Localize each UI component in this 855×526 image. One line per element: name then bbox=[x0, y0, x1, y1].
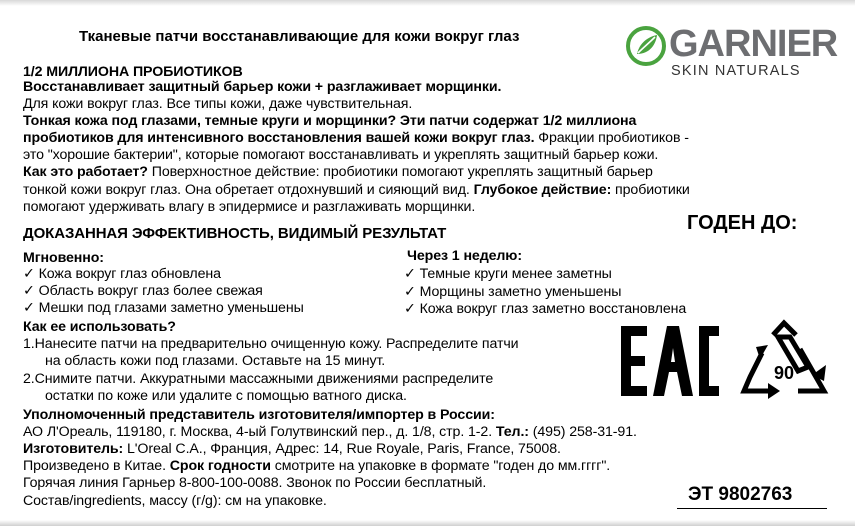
body-line-4-rest: Поверхностное действие: пробиотики помогают укреплять защитный барьер bbox=[147, 164, 653, 180]
usage-step: на область кожи под глазами. Оставьте на 15 минут. bbox=[45, 353, 386, 369]
garnier-logo bbox=[626, 22, 836, 82]
manufacturer-value: L'Oreal С.А., Франция, Адрес: 14, Rue Royale, Paris, France, 75008. bbox=[123, 441, 561, 457]
leaf-icon bbox=[626, 26, 666, 66]
body-line-5-rest: тонкой кожи вокруг глаз. Она обретает отдохнувший и сияющий вид. bbox=[23, 182, 474, 198]
efficacy-heading: ДОКАЗАННАЯ ЭФФЕКТИВНОСТЬ, ВИДИМЫЙ РЕЗУЛЬТАТ bbox=[23, 225, 447, 242]
deep-action-label: Глубокое действие: bbox=[473, 182, 612, 198]
week-item: ✓ Кожа вокруг глаз заметно восстановлена bbox=[404, 301, 687, 317]
instant-item: ✓ Мешки под глазами заметно уменьшены bbox=[23, 300, 304, 316]
code-underline bbox=[677, 508, 827, 509]
usage-step: 2.Снимите патчи. Аккуратными массажными движениями распределите bbox=[23, 371, 494, 387]
label-bottom-edge bbox=[0, 520, 855, 526]
manufacturer-label: Изготовитель: bbox=[23, 441, 124, 457]
skin-type: Для кожи вокруг глаз. Все типы кожи, даже чувствительная. bbox=[23, 96, 413, 112]
hotline: Горячая линия Гарньер 8-800-100-0088. Звонок по России бесплатный. bbox=[23, 475, 487, 491]
representative-address bbox=[23, 424, 637, 440]
manufacturer-line bbox=[23, 441, 561, 457]
instant-item: ✓ Кожа вокруг глаз обновлена bbox=[23, 266, 221, 282]
subheadline: Восстанавливает защитный барьер кожи + разглаживает морщинки. bbox=[23, 79, 502, 95]
usage-step: остатки по коже или удалите с помощью ватного диска. bbox=[45, 388, 407, 404]
body-line-5-end: пробиотики bbox=[611, 182, 690, 198]
body-line-6: помогают удерживать влагу в эпидермисе и разглаживать морщинки. bbox=[23, 199, 476, 215]
expiry-title: ГОДЕН ДО: bbox=[687, 212, 798, 234]
eac-mark-icon bbox=[617, 322, 722, 400]
body-line-2 bbox=[23, 130, 689, 146]
product-code: ЭТ 9802763 bbox=[688, 484, 793, 505]
body-line-5 bbox=[23, 182, 690, 198]
body-line-4 bbox=[23, 164, 653, 180]
week-item: ✓ Темные круги менее заметны bbox=[404, 266, 612, 282]
brand-subtitle: SKIN NATURALS bbox=[671, 63, 801, 79]
body-line-1: Тонкая кожа под глазами, темные круги и морщинки? Эти патчи содержат 1/2 миллиона bbox=[23, 113, 637, 129]
tel-value: (495) 258-31-91. bbox=[528, 424, 637, 440]
made-in: Произведено в Китае. bbox=[23, 458, 170, 474]
tel-label: Тел.: bbox=[495, 424, 529, 440]
usage-step: 1.Нанесите патчи на предварительно очищенную кожу. Распределите патчи bbox=[23, 336, 519, 352]
origin-expiry-line bbox=[23, 458, 610, 474]
week-item: ✓ Морщины заметно уменьшены bbox=[404, 284, 622, 300]
how-it-works-label: Как это работает? bbox=[23, 164, 148, 180]
address-text: АО Л'Ореаль, 119180, г. Москва, 4-ый Голутвинский пер., д. 1/8, стр. 1-2. bbox=[23, 424, 496, 440]
body-line-3: это "хорошие бактерии", которые помогают восстанавливать и укреплять защитный барьер кожи. bbox=[23, 147, 659, 163]
expiry-value: смотрите на упаковке в формате "годен до мм.гггг". bbox=[270, 458, 611, 474]
week-label: Через 1 неделю: bbox=[407, 248, 522, 264]
body-line-2-bold: пробиотиков для интенсивного восстановления вашей кожи вокруг глаз. bbox=[23, 130, 535, 146]
product-title: Тканевые патчи восстанавливающие для кожи вокруг глаз bbox=[79, 28, 520, 45]
usage-heading: Как ее использовать? bbox=[23, 319, 176, 335]
representative-heading: Уполномоченный представитель изготовителя/импортер в России: bbox=[23, 407, 495, 423]
instant-item: ✓ Область вокруг глаз более свежая bbox=[23, 283, 263, 299]
recycle-code: 90 bbox=[773, 363, 795, 383]
expiry-label: Срок годности bbox=[169, 458, 271, 474]
recycling-icon bbox=[738, 319, 830, 407]
headline: 1/2 МИЛЛИОНА ПРОБИОТИКОВ bbox=[23, 64, 243, 80]
brand-name: GARNIER bbox=[669, 23, 838, 65]
composition: Состав/ingredients, массу (г/g): см на упаковке. bbox=[23, 493, 327, 509]
instant-label: Мгновенно: bbox=[23, 250, 104, 266]
label-top-edge bbox=[0, 0, 855, 6]
body-line-2-rest: Фракции пробиотиков - bbox=[534, 130, 689, 146]
